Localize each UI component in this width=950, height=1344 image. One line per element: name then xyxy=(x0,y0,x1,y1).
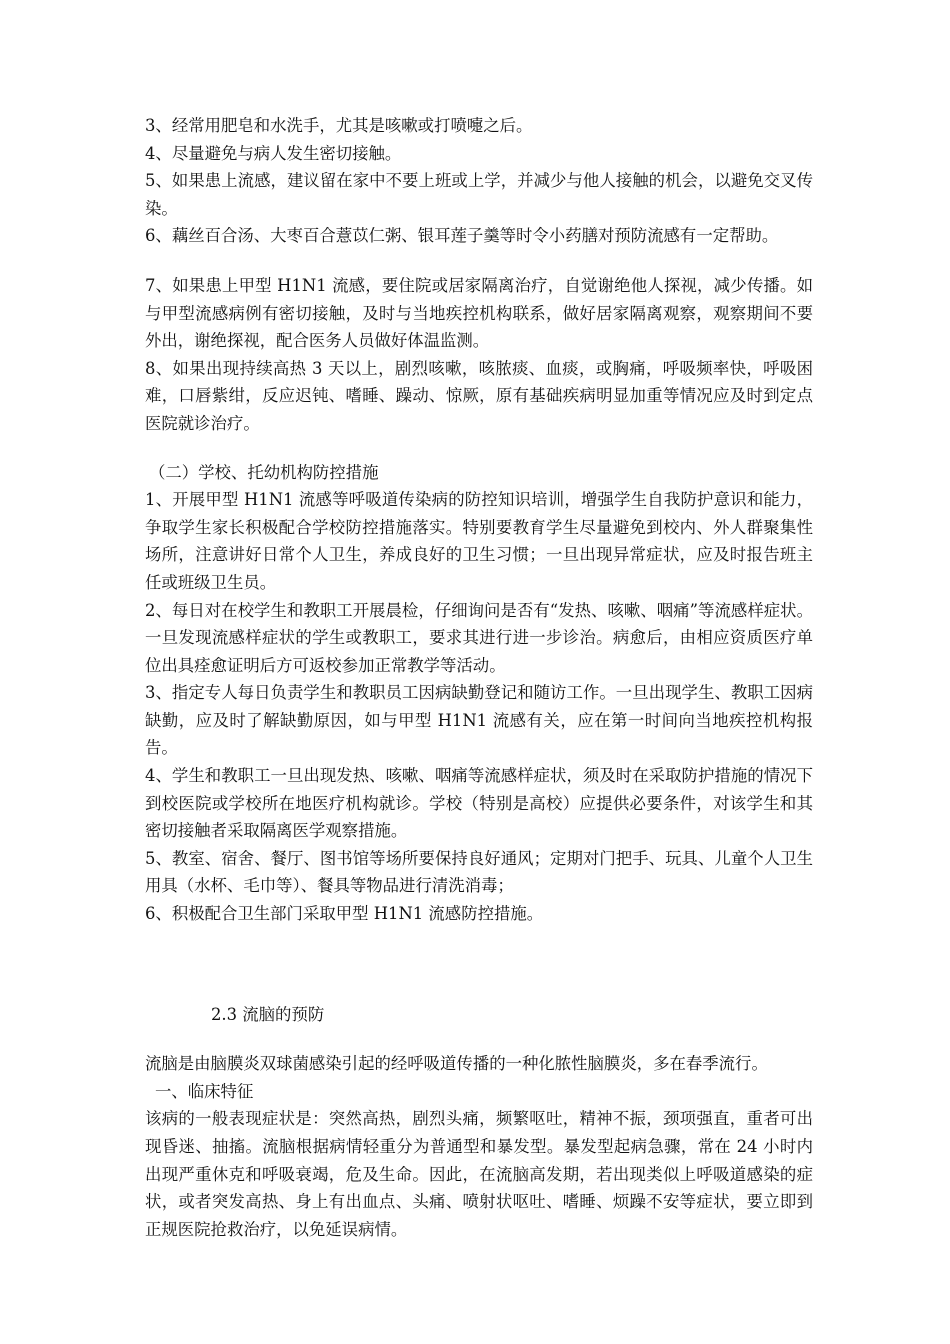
document-body xyxy=(145,112,813,1243)
section-title: 2.3 流脑的预防 xyxy=(211,1004,325,1024)
paragraph-gap xyxy=(145,250,813,272)
paragraph-gap xyxy=(145,438,813,459)
list-item: 6、积极配合卫生部门采取甲型 H1N1 流感防控措施。 xyxy=(145,904,544,924)
list-item: 3、指定专人每日负责学生和教职员工因病缺勤登记和随访工作。一旦出现学生、教职工因病缺勤，应及时了解缺勤原因，如与甲型 H1N1 流感有关，应在第一时间向当地疾控机构报告。 xyxy=(145,683,813,758)
list-item: 5、如果患上流感，建议留在家中不要上班或上学，并减少与他人接触的机会，以避免交叉传染。 xyxy=(145,171,813,218)
school-measures-heading: （二）学校、托幼机构防控措施 xyxy=(149,462,379,482)
list-item: 6、藕丝百合汤、大枣百合薏苡仁粥、银耳莲子羹等时令小药膳对预防流感有一定帮助。 xyxy=(145,226,779,246)
list-item: 3、经常用肥皂和水洗手，尤其是咳嗽或打喷嚏之后。 xyxy=(145,116,533,135)
list-item: 1、开展甲型 H1N1 流感等呼吸道传染病的防控知识培训，增强学生自我防护意识和能力，争取学生家长积极配合学校防控措施落实。特别要教育学生尽量避免到校内、外人群聚集性场所，注意讲好日常个人卫生，养成良好的卫生习惯；一旦出现异常症状，应及时报告班主任或班级卫生员。 xyxy=(145,490,813,592)
paragraph-gap xyxy=(145,1028,813,1050)
subheading: 一、临床特征 xyxy=(155,1081,254,1101)
list-item: 4、学生和教职工一旦出现发热、咳嗽、咽痛等流感样症状，须及时在采取防护措施的情况下到校医院或学校所在地医疗机构就诊。学校（特别是高校）应提供必要条件，对该学生和其密切接触者采取隔离医学观察措施。 xyxy=(145,766,813,841)
list-item: 4、尽量避免与病人发生密切接触。 xyxy=(145,143,402,163)
list-item: 8、如果出现持续高热 3 天以上，剧烈咳嗽，咳脓痰、血痰，或胸痛，呼吸频率快，呼吸困难，口唇紫绀，反应迟钝、嗜睡、躁动、惊厥，原有基础疾病明显加重等情况应及时到定点医院就诊治疗。 xyxy=(145,358,813,433)
list-item: 2、每日对在校学生和教职工开展晨检，仔细询问是否有“发热、咳嗽、咽痛”等流感样症状。一旦发现流感样症状的学生或教职工，要求其进行进一步诊治。病愈后，由相应资质医疗单位出具痊愈证明后方可返校参加正常教学等活动。 xyxy=(145,600,813,675)
intro-paragraph: 流脑是由脑膜炎双球菌感染引起的经呼吸道传播的一种化脓性脑膜炎，多在春季流行。 xyxy=(145,1054,768,1074)
section-gap xyxy=(145,928,813,1001)
list-item: 7、如果患上甲型 H1N1 流感，要住院或居家隔离治疗，自觉谢绝他人探视，减少传播。如与甲型流感病例有密切接触，及时与当地疾控机构联系，做好居家隔离观察，观察期间不要外出，谢绝探视，配合医务人员做好体温监测。 xyxy=(145,275,813,351)
clinical-paragraph: 该病的一般表现症状是：突然高热，剧烈头痛，频繁呕吐，精神不振，颈项强直，重者可出现昏迷、抽搐。流脑根据病情轻重分为普通型和暴发型。暴发型起病急骤，常在 24 小时内出现严重休克和呼吸衰竭，危及生命。因此，在流脑高发期，若出现类似上呼吸道感染的症状，或者突发高热、身上有出血点、头痛、喷射状呕吐、嗜睡、烦躁不安等症状，要立即到正规医院抢救治疗，以免延误病情。 xyxy=(145,1109,813,1239)
list-item: 5、教室、宿舍、餐厅、图书馆等场所要保持良好通风；定期对门把手、玩具、儿童个人卫生用具（水杯、毛巾等）、餐具等物品进行清洗消毒； xyxy=(145,848,813,896)
